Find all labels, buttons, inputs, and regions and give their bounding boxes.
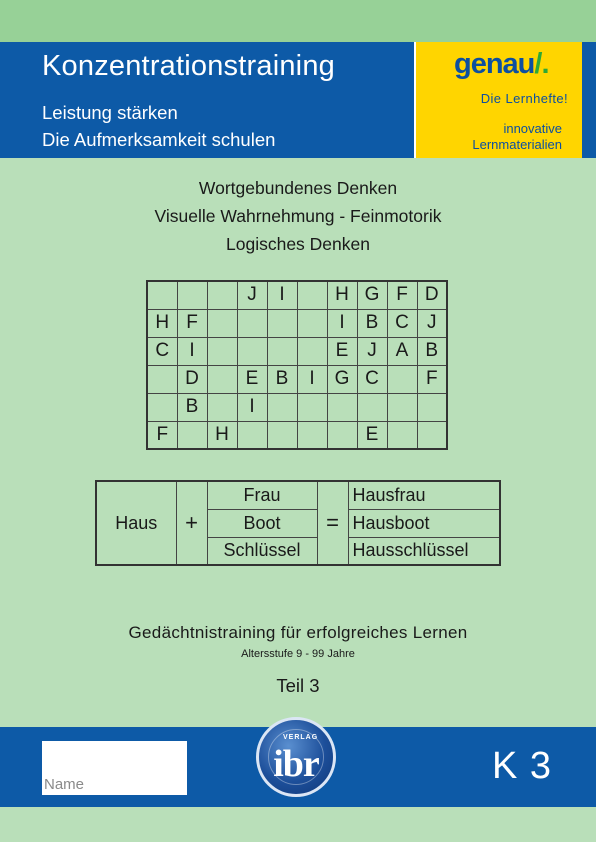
ibr-publisher-logo	[256, 717, 336, 797]
brand-line-2: Lernmaterialien	[472, 137, 562, 152]
compound-word: Hausschlüssel	[348, 537, 500, 565]
grid-cell: I	[267, 281, 297, 309]
top-strip	[0, 0, 596, 42]
grid-cell: C	[357, 365, 387, 393]
grid-cell: C	[387, 309, 417, 337]
grid-cell	[327, 393, 357, 421]
grid-row	[147, 337, 447, 365]
grid-cell	[207, 337, 237, 365]
grid-cell: F	[147, 421, 177, 449]
grid-cell: H	[327, 281, 357, 309]
grid-row	[147, 309, 447, 337]
grid-cell	[237, 309, 267, 337]
cover-title: Konzentrationstraining	[42, 50, 335, 82]
publisher-verlag: VERLAG	[283, 734, 319, 741]
grid-cell	[357, 393, 387, 421]
grid-row	[147, 393, 447, 421]
age-range: Altersstufe 9 - 99 Jahre	[241, 648, 355, 660]
grid-cell	[177, 421, 207, 449]
grid-cell	[327, 421, 357, 449]
grid-cell	[297, 393, 327, 421]
genau-logo-text: genau	[454, 48, 535, 80]
grid-cell: B	[177, 393, 207, 421]
brand-panel	[414, 42, 582, 158]
grid-cell: D	[417, 281, 447, 309]
grid-cell	[207, 309, 237, 337]
grid-cell	[387, 393, 417, 421]
grid-cell	[387, 365, 417, 393]
grid-cell: D	[177, 365, 207, 393]
grid-cell	[267, 393, 297, 421]
cover-subtitle-1: Leistung stärken	[42, 102, 178, 123]
grid-cell	[237, 421, 267, 449]
grid-cell	[267, 337, 297, 365]
grid-cell: F	[387, 281, 417, 309]
part-label: Teil 3	[276, 675, 320, 696]
grid-cell: E	[327, 337, 357, 365]
grid-cell	[207, 393, 237, 421]
grid-cell	[267, 421, 297, 449]
cover-subtitle-2: Die Aufmerksamkeit schulen	[42, 129, 276, 150]
brand-line-1: innovative	[503, 121, 562, 136]
grid-cell	[297, 309, 327, 337]
grid-cell: E	[357, 421, 387, 449]
grid-row	[147, 421, 447, 449]
compound-word: Hausfrau	[348, 481, 500, 509]
grid-cell	[147, 281, 177, 309]
grid-cell	[297, 421, 327, 449]
grid-cell: E	[237, 365, 267, 393]
grid-cell	[297, 337, 327, 365]
training-title: Gedächtnistraining für erfolgreiches Lernen	[128, 623, 468, 642]
grid-cell: A	[387, 337, 417, 365]
grid-cell	[417, 393, 447, 421]
cover-footer	[0, 727, 596, 807]
grid-row	[147, 365, 447, 393]
grid-cell: C	[147, 337, 177, 365]
grid-cell	[207, 281, 237, 309]
grid-cell: I	[327, 309, 357, 337]
grid-cell: H	[207, 421, 237, 449]
bottom-strip	[0, 807, 596, 842]
compound-word: Hausboot	[348, 509, 500, 537]
grid-cell: H	[147, 309, 177, 337]
grid-cell: J	[357, 337, 387, 365]
grid-cell: G	[357, 281, 387, 309]
equals-sign: =	[317, 481, 348, 565]
grid-cell	[147, 365, 177, 393]
grid-cell	[267, 309, 297, 337]
grid-cell: B	[267, 365, 297, 393]
grid-cell	[177, 281, 207, 309]
grid-cell: I	[297, 365, 327, 393]
grid-cell	[237, 337, 267, 365]
grid-row	[147, 281, 447, 309]
grid-cell: I	[237, 393, 267, 421]
compound-word-table	[95, 480, 501, 566]
name-field[interactable]	[42, 741, 187, 795]
topic-item: Wortgebundenes Denken	[198, 178, 398, 198]
suffix-word: Frau	[207, 481, 317, 509]
grid-cell: B	[357, 309, 387, 337]
suffix-word: Boot	[207, 509, 317, 537]
name-label: Name	[44, 776, 85, 793]
genau-logo-mark: /.	[534, 48, 549, 80]
brand-tagline: Die Lernhefte!	[480, 91, 568, 106]
topic-item: Visuelle Wahrnehmung - Feinmotorik	[154, 206, 442, 226]
grid-cell: G	[327, 365, 357, 393]
genau-logo	[454, 48, 549, 81]
suffix-word: Schlüssel	[207, 537, 317, 565]
topic-item: Logisches Denken	[226, 234, 370, 254]
grid-cell	[147, 393, 177, 421]
grid-cell	[387, 421, 417, 449]
grid-cell: F	[417, 365, 447, 393]
base-word: Haus	[96, 481, 176, 565]
grid-cell: I	[177, 337, 207, 365]
grid-cell: B	[417, 337, 447, 365]
grid-cell: J	[237, 281, 267, 309]
grid-cell	[417, 421, 447, 449]
publisher-logo-text: ibr	[273, 743, 319, 785]
grid-cell: F	[177, 309, 207, 337]
grid-cell: J	[417, 309, 447, 337]
booklet-code: K 3	[491, 745, 552, 787]
plus-sign: +	[176, 481, 207, 565]
grid-cell	[207, 365, 237, 393]
grid-cell	[297, 281, 327, 309]
letter-grid	[146, 280, 448, 450]
topic-list	[0, 176, 596, 260]
